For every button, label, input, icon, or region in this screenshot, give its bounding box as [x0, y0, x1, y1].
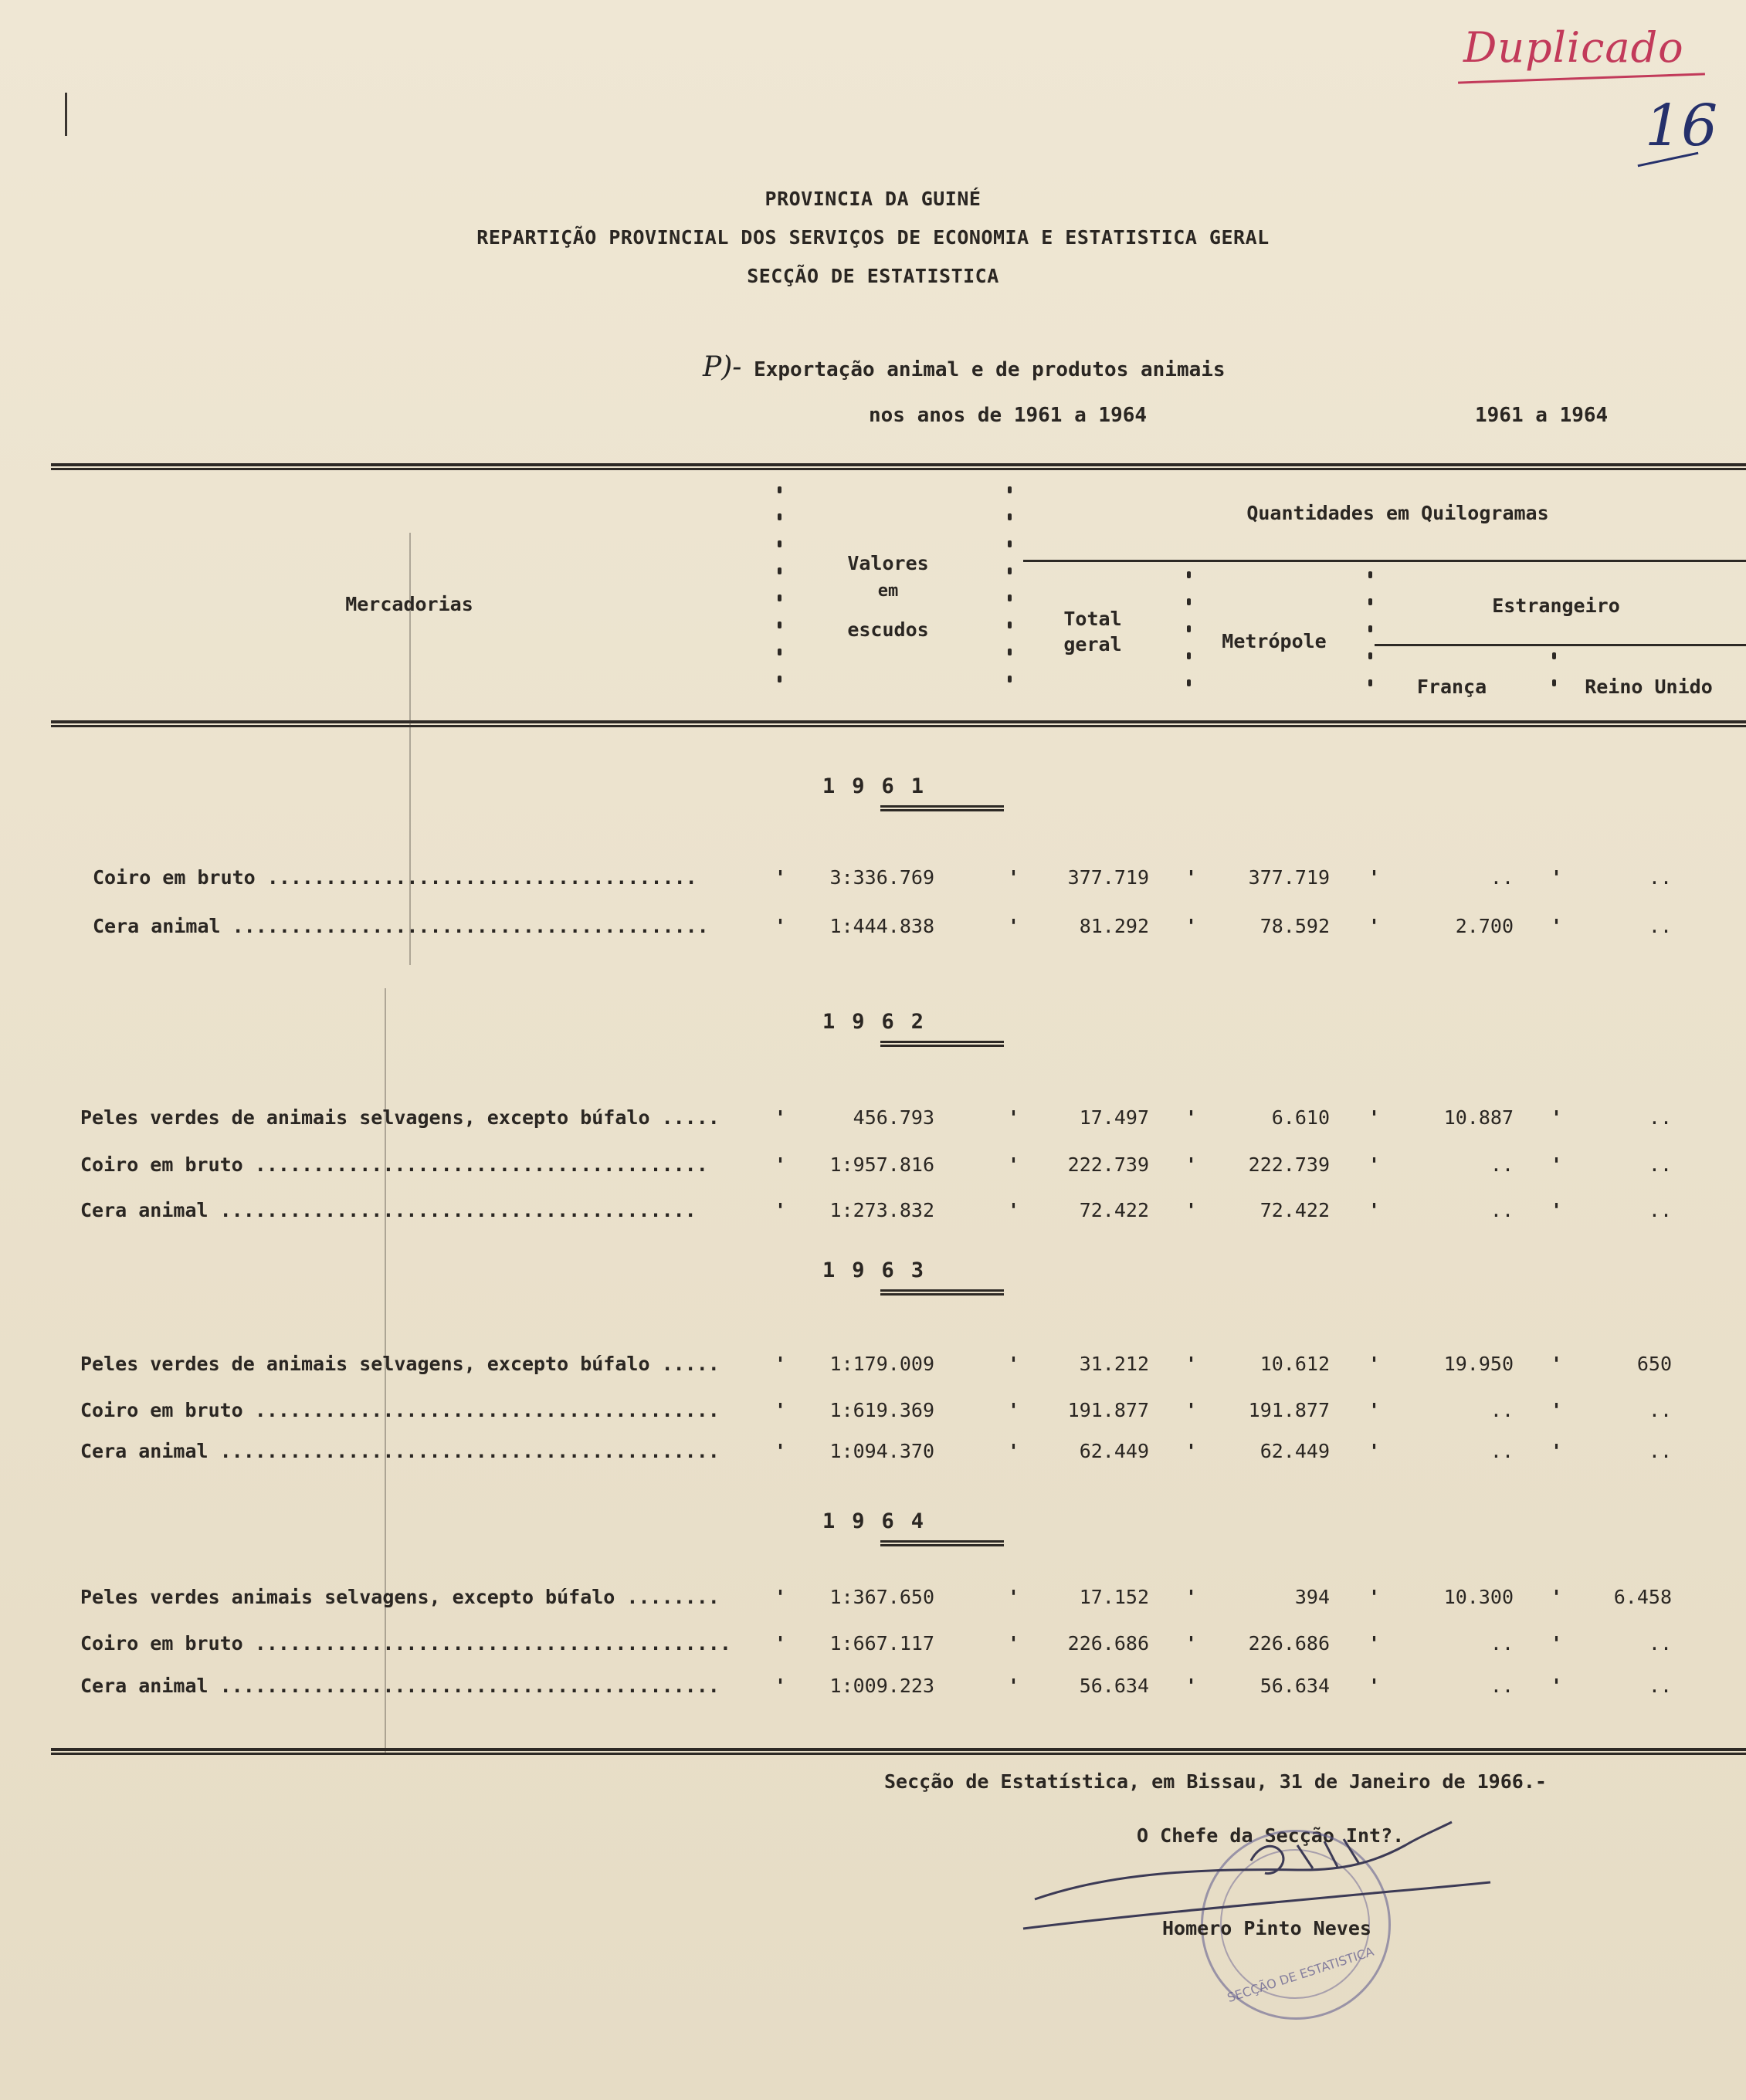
row-label: Cera animal ......................................... [93, 915, 709, 937]
row-label: Coiro em bruto ......................................... [80, 1632, 731, 1655]
table-row [0, 1675, 1746, 1705]
table-bottom-rule [51, 1748, 1746, 1755]
column-separator-mark: ' [1008, 1440, 1020, 1462]
cell-franca: .. [1490, 866, 1514, 889]
cell-total: 31.212 [1079, 1353, 1149, 1375]
column-separator-mark: ' [1551, 1153, 1563, 1176]
column-separator-mark: ' [1185, 1153, 1198, 1176]
column-separator-mark: ' [1551, 1353, 1563, 1375]
cell-reino: .. [1648, 1632, 1672, 1655]
column-separator-mark: ' [1368, 1399, 1381, 1421]
row-label: Cera animal ........................................... [80, 1440, 720, 1462]
cell-total: 72.422 [1079, 1199, 1149, 1221]
column-separator-mark: ' [775, 1199, 787, 1221]
column-separator-mark: ' [1368, 1199, 1381, 1221]
cell-metropole: 62.449 [1259, 1440, 1330, 1462]
cell-metropole: 10.612 [1259, 1353, 1330, 1375]
cell-reino: .. [1648, 1153, 1672, 1176]
year-underline [880, 1289, 1004, 1296]
cell-total: 377.719 [1067, 866, 1149, 889]
cell-reino: 650 [1636, 1353, 1672, 1375]
cell-total: 81.292 [1079, 915, 1149, 937]
cell-valor: 456.793 [853, 1106, 934, 1129]
col-quantidades: Quantidades em Quilogramas [1246, 502, 1549, 524]
cell-total: 222.739 [1067, 1153, 1149, 1176]
column-separator-mark: ' [1008, 1353, 1020, 1375]
column-separator-mark: ' [1008, 866, 1020, 889]
cell-valor: 1:273.832 [829, 1199, 934, 1221]
cell-total: 17.497 [1079, 1106, 1149, 1129]
column-separator-mark: ' [1008, 1632, 1020, 1655]
signatory-role: O Chefe da Secção Int?. [1137, 1824, 1405, 1847]
cell-franca: 10.300 [1443, 1586, 1514, 1608]
cell-reino: .. [1648, 1675, 1672, 1697]
cell-valor: 1:444.838 [829, 915, 934, 937]
margin-mark [65, 93, 67, 136]
col-total-line1: Total [1063, 608, 1122, 630]
cell-valor: 1:367.650 [829, 1586, 934, 1608]
year-underline [880, 1041, 1004, 1047]
column-separator-mark: ' [1551, 915, 1563, 937]
column-separator-mark: ' [775, 1675, 787, 1697]
header-department: REPARTIÇÃO PROVINCIAL DOS SERVIÇOS DE ECONOMIA E ESTATISTICA GERAL [476, 226, 1270, 249]
quantidades-subrule [1023, 560, 1746, 562]
row-label: Cera animal ........................................... [80, 1675, 720, 1697]
header-separator-metropole [1368, 571, 1373, 706]
cell-metropole: 191.877 [1248, 1399, 1330, 1421]
table-row [0, 1353, 1746, 1384]
header-separator-quantidades [1008, 486, 1012, 703]
table-title [703, 351, 1226, 383]
column-separator-mark: ' [1551, 1399, 1563, 1421]
stamp-lettering: SECÇÃO DE ESTATISTICA [1225, 1943, 1376, 2006]
column-separator-mark: ' [1551, 1440, 1563, 1462]
table-row [0, 915, 1746, 946]
column-separator-mark: ' [1368, 1675, 1381, 1697]
column-separator-mark: ' [1185, 1199, 1198, 1221]
cell-metropole: 6.610 [1271, 1106, 1330, 1129]
header-separator-valores [778, 486, 782, 703]
column-separator-mark: ' [775, 1586, 787, 1608]
signatory-name: Homero Pinto Neves [1162, 1917, 1371, 1939]
cell-franca: .. [1490, 1399, 1514, 1421]
col-total-line2: geral [1063, 633, 1122, 655]
column-separator-mark: ' [1185, 915, 1198, 937]
cell-metropole: 56.634 [1259, 1675, 1330, 1697]
header-province: PROVINCIA DA GUINÉ [765, 188, 981, 210]
year-heading: 1964 [822, 1509, 941, 1533]
place-and-date: Secção de Estatística, em Bissau, 31 de Janeiro de 1966.- [884, 1770, 1547, 1793]
cell-valor: 1:619.369 [829, 1399, 934, 1421]
title-prefix: P)- [703, 351, 742, 383]
column-separator-mark: ' [1551, 866, 1563, 889]
column-separator-mark: ' [1185, 1440, 1198, 1462]
cell-metropole: 72.422 [1259, 1199, 1330, 1221]
column-separator-mark: ' [1368, 1632, 1381, 1655]
cell-total: 56.634 [1079, 1675, 1149, 1697]
cell-franca: .. [1490, 1632, 1514, 1655]
cell-total: 62.449 [1079, 1440, 1149, 1462]
cell-franca: .. [1490, 1153, 1514, 1176]
header-separator-total [1187, 571, 1192, 706]
column-separator-mark: ' [1551, 1632, 1563, 1655]
cell-reino: .. [1648, 1106, 1672, 1129]
cell-total: 191.877 [1067, 1399, 1149, 1421]
header-separator-franca [1552, 652, 1557, 706]
title-period: 1961 a 1964 [1475, 404, 1609, 427]
cell-valor: 1:667.117 [829, 1632, 934, 1655]
cell-reino: .. [1648, 1399, 1672, 1421]
column-separator-mark: ' [1008, 1199, 1020, 1221]
cell-franca: 2.700 [1455, 915, 1514, 937]
column-separator-mark: ' [1368, 1586, 1381, 1608]
handwritten-page-number: 16 [1645, 93, 1718, 159]
cell-reino: 6.458 [1613, 1586, 1672, 1608]
column-separator-mark: ' [775, 1399, 787, 1421]
cell-total: 17.152 [1079, 1586, 1149, 1608]
col-valores-line3: escudos [847, 618, 929, 641]
column-separator-mark: ' [1368, 1153, 1381, 1176]
row-label: Cera animal ......................................... [80, 1199, 697, 1221]
header-bottom-rule [51, 720, 1746, 727]
table-row [0, 1153, 1746, 1184]
column-separator-mark: ' [1185, 1675, 1198, 1697]
cell-valor: 1:009.223 [829, 1675, 934, 1697]
column-separator-mark: ' [775, 866, 787, 889]
cell-metropole: 377.719 [1248, 866, 1330, 889]
column-separator-mark: ' [1185, 1632, 1198, 1655]
title-main: Exportação animal e de produtos animais [754, 358, 1226, 381]
year-heading: 1962 [822, 1010, 941, 1034]
table-row [0, 1106, 1746, 1137]
row-label: Coiro em bruto ....................................... [80, 1153, 708, 1176]
table-row [0, 866, 1746, 897]
cell-valor: 1:179.009 [829, 1353, 934, 1375]
column-separator-mark: ' [775, 1632, 787, 1655]
table-row [0, 1632, 1746, 1663]
title-subtitle: nos anos de 1961 a 1964 [869, 404, 1148, 427]
column-separator-mark: ' [1368, 915, 1381, 937]
cell-metropole: 226.686 [1248, 1632, 1330, 1655]
col-metropole: Metrópole [1222, 630, 1327, 652]
col-reino-unido: Reino Unido [1585, 676, 1713, 698]
col-franca: França [1416, 676, 1487, 698]
column-separator-mark: ' [1185, 866, 1198, 889]
row-label: Peles verdes de animais selvagens, excepto búfalo ..... [80, 1106, 720, 1129]
cell-valor: 3:336.769 [829, 866, 934, 889]
column-separator-mark: ' [1008, 1153, 1020, 1176]
column-separator-mark: ' [1185, 1586, 1198, 1608]
column-separator-mark: ' [1008, 1106, 1020, 1129]
cell-metropole: 78.592 [1259, 915, 1330, 937]
column-separator-mark: ' [1008, 915, 1020, 937]
col-estrangeiro: Estrangeiro [1492, 594, 1620, 617]
cell-franca: 10.887 [1443, 1106, 1514, 1129]
table-row [0, 1586, 1746, 1617]
column-separator-mark: ' [1185, 1399, 1198, 1421]
col-mercadorias: Mercadorias [345, 593, 473, 615]
header-section: SECÇÃO DE ESTATISTICA [747, 265, 999, 287]
year-heading: 1963 [822, 1258, 941, 1282]
column-separator-mark: ' [775, 1440, 787, 1462]
cell-reino: .. [1648, 866, 1672, 889]
table-row [0, 1399, 1746, 1430]
cell-franca: 19.950 [1443, 1353, 1514, 1375]
column-separator-mark: ' [1368, 866, 1381, 889]
column-separator-mark: ' [775, 1353, 787, 1375]
cell-metropole: 394 [1294, 1586, 1330, 1608]
cell-reino: .. [1648, 1199, 1672, 1221]
row-label: Peles verdes animais selvagens, excepto búfalo ........ [80, 1586, 720, 1608]
cell-valor: 1:094.370 [829, 1440, 934, 1462]
year-heading: 1961 [822, 774, 941, 798]
red-underline [1458, 73, 1705, 83]
table-top-rule [51, 463, 1746, 470]
column-separator-mark: ' [1551, 1586, 1563, 1608]
row-label: Coiro em bruto ........................................ [80, 1399, 720, 1421]
column-separator-mark: ' [1185, 1353, 1198, 1375]
cell-reino: .. [1648, 915, 1672, 937]
cell-total: 226.686 [1067, 1632, 1149, 1655]
col-valores-line2: em [877, 581, 899, 601]
table-row [0, 1440, 1746, 1471]
column-separator-mark: ' [1551, 1106, 1563, 1129]
cell-valor: 1:957.816 [829, 1153, 934, 1176]
cell-franca: .. [1490, 1199, 1514, 1221]
cell-reino: .. [1648, 1440, 1672, 1462]
row-label: Coiro em bruto ..................................... [93, 866, 697, 889]
column-separator-mark: ' [1368, 1353, 1381, 1375]
column-separator-mark: ' [775, 1153, 787, 1176]
cell-franca: .. [1490, 1440, 1514, 1462]
year-underline [880, 1540, 1004, 1546]
column-separator-mark: ' [1551, 1199, 1563, 1221]
column-separator-mark: ' [1551, 1675, 1563, 1697]
faint-guide-line [409, 533, 411, 965]
column-separator-mark: ' [1185, 1106, 1198, 1129]
table-row [0, 1199, 1746, 1230]
column-separator-mark: ' [775, 1106, 787, 1129]
year-underline [880, 805, 1004, 811]
column-separator-mark: ' [1368, 1106, 1381, 1129]
column-separator-mark: ' [1008, 1675, 1020, 1697]
column-separator-mark: ' [1008, 1399, 1020, 1421]
handwritten-duplicado-note: Duplicado [1463, 23, 1684, 72]
cell-metropole: 222.739 [1248, 1153, 1330, 1176]
estrangeiro-subrule [1375, 644, 1746, 646]
cell-franca: .. [1490, 1675, 1514, 1697]
row-label: Peles verdes de animais selvagens, excepto búfalo ..... [80, 1353, 720, 1375]
column-separator-mark: ' [1008, 1586, 1020, 1608]
col-valores-line1: Valores [847, 552, 929, 574]
column-separator-mark: ' [1368, 1440, 1381, 1462]
column-separator-mark: ' [775, 915, 787, 937]
